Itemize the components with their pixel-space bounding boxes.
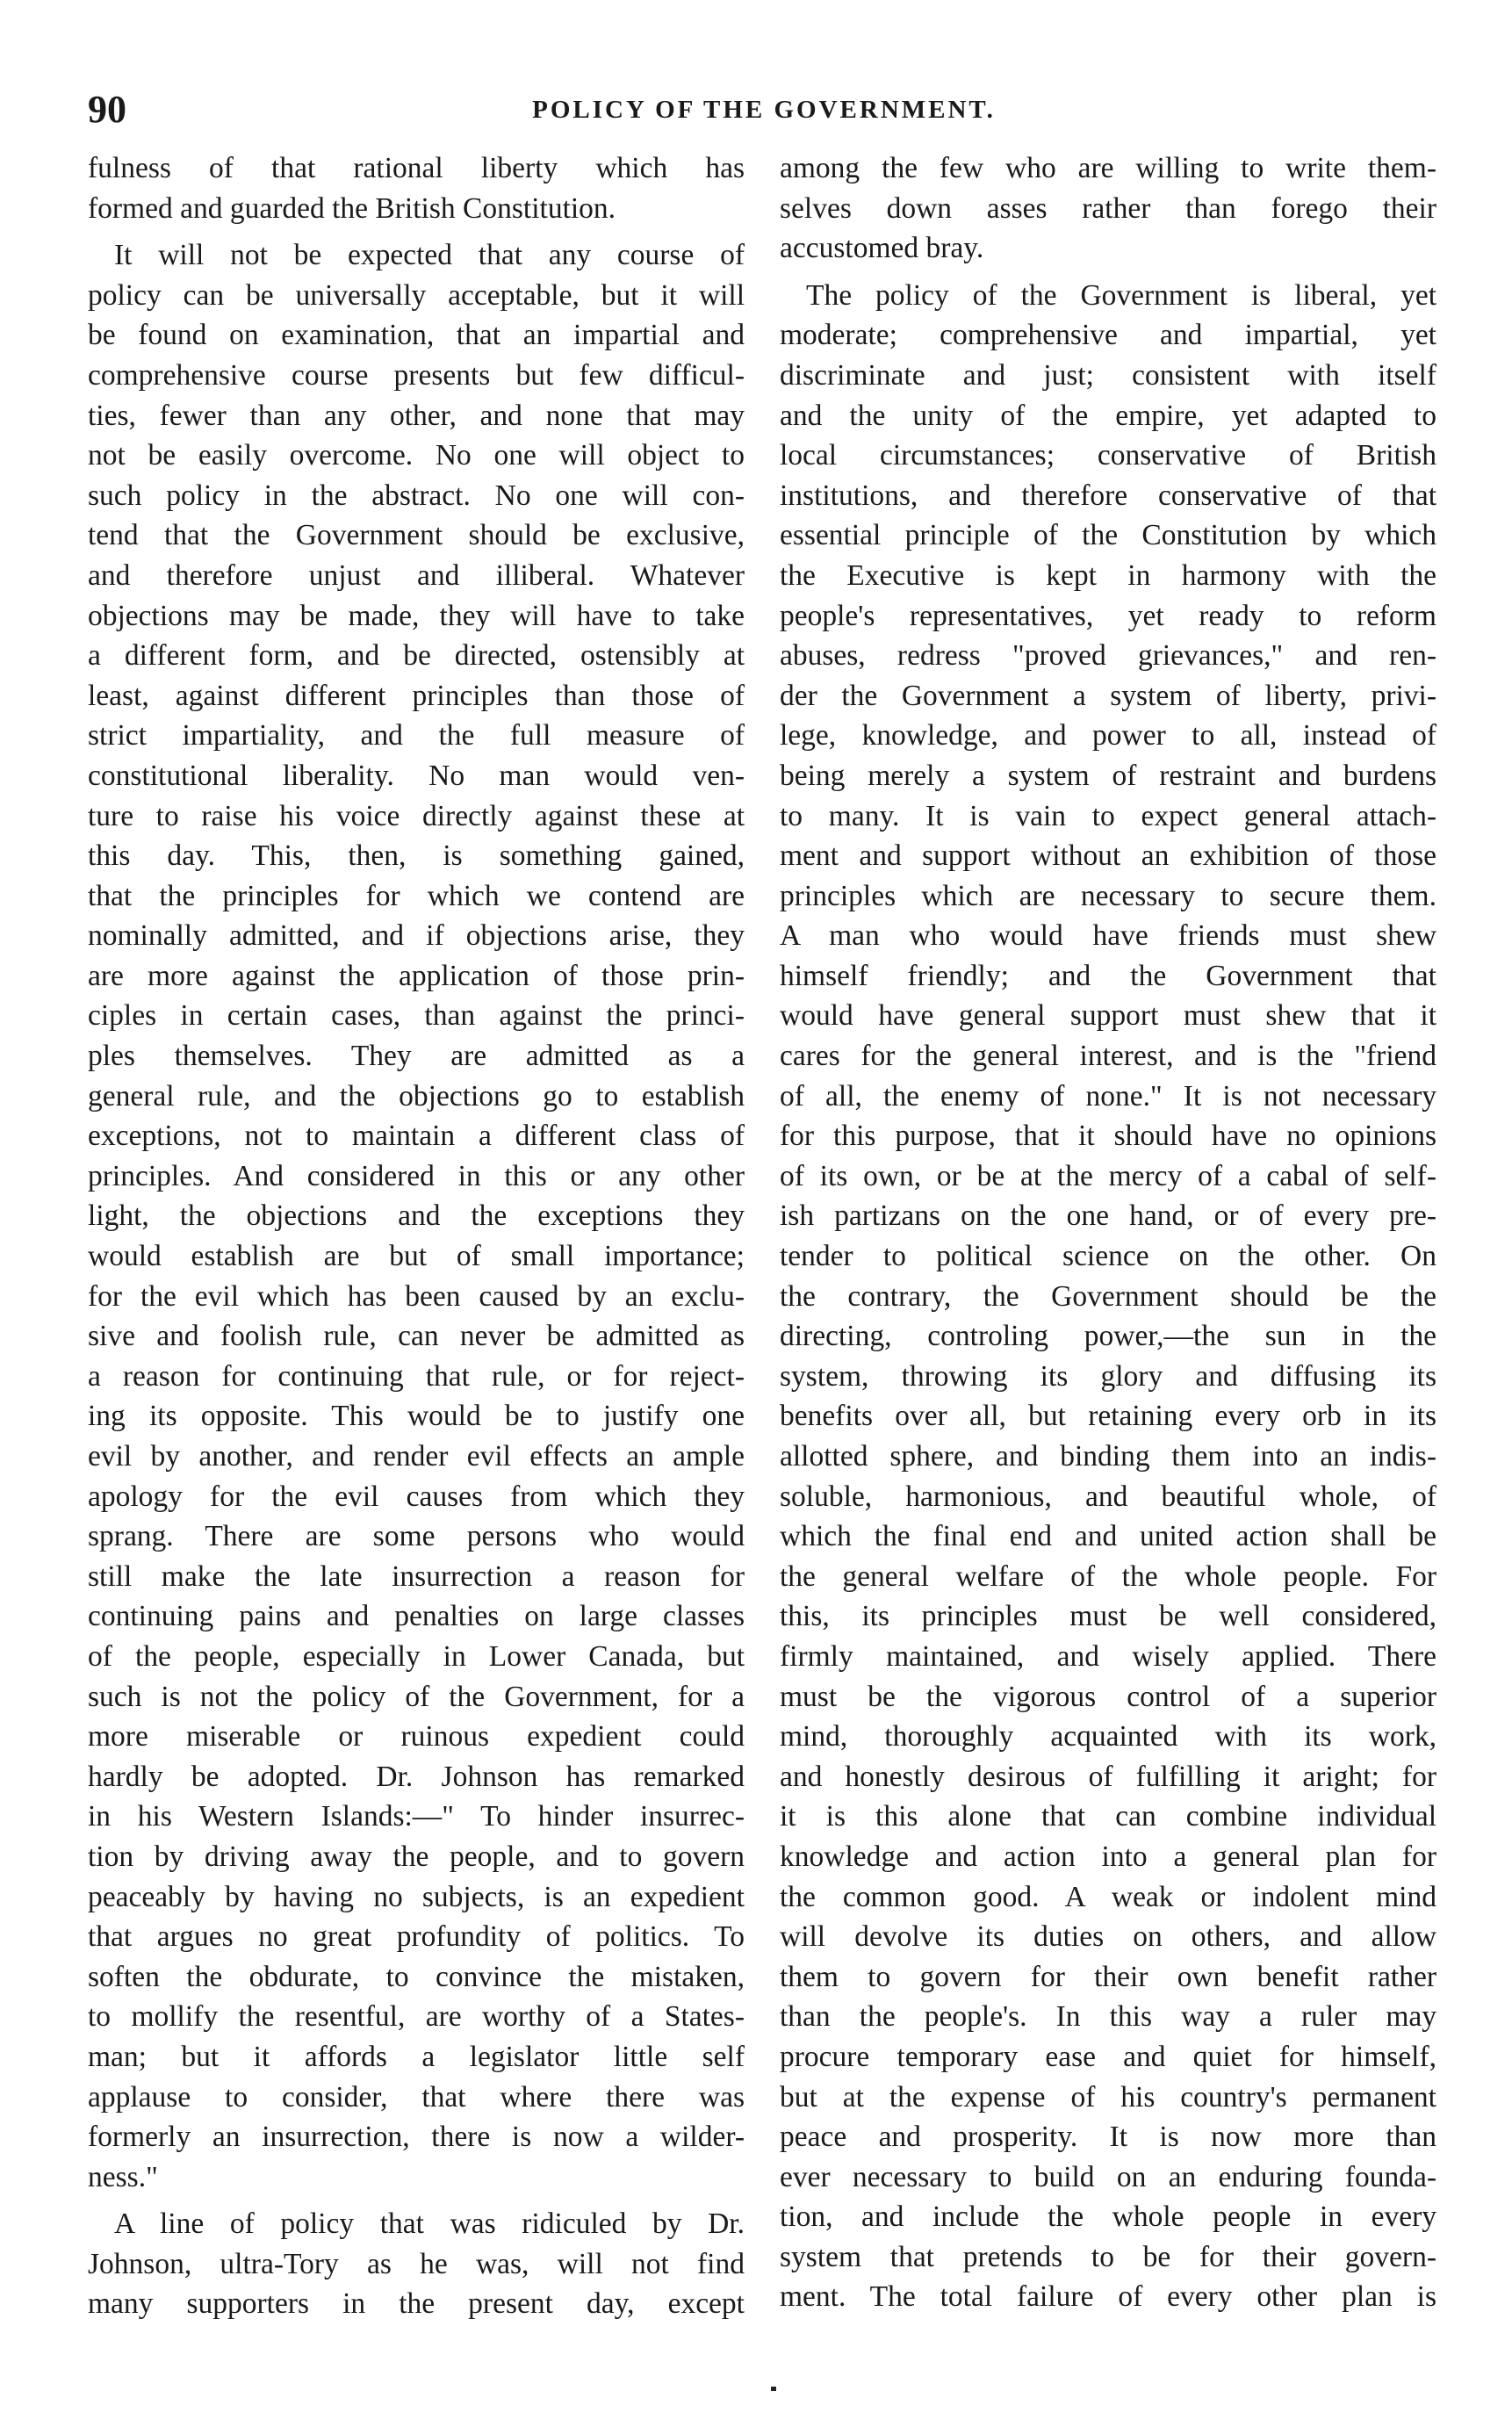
print-mark [771, 2387, 776, 2391]
text-line: but at the expense of his country's permanent [780, 2080, 1436, 2114]
text-line: hardly be adopted. Dr. Johnson has remarked [88, 1760, 745, 1793]
text-line: formed and guarded the British Constitution. [88, 191, 616, 225]
text-line: and honestly desirous of fulfilling it aright; for [780, 1760, 1436, 1793]
text-line: directing, controling power,—the sun in the [780, 1320, 1436, 1353]
text-line: benefits over all, but retaining every orb in its [780, 1400, 1436, 1433]
text-line: continuing pains and penalties on large classes [88, 1600, 745, 1633]
text-line: allotted sphere, and binding them into an indis- [780, 1440, 1436, 1473]
text-columns [88, 148, 1440, 2379]
text-line: system, throwing its glory and diffusing its [780, 1359, 1436, 1393]
text-line: exceptions, not to maintain a different class of [88, 1120, 745, 1153]
text-line: this, its principles must be well considered, [780, 1600, 1436, 1633]
text-line: people's representatives, yet ready to reform [780, 599, 1436, 632]
text-line: Johnson, ultra-Tory as he was, will not find [88, 2247, 745, 2280]
text-line: that the principles for which we contend are [88, 879, 745, 912]
text-line: than the people's. In this way a ruler may [780, 2000, 1436, 2034]
text-line: more miserable or ruinous expedient could [88, 1720, 745, 1754]
text-line: lege, knowledge, and power to all, instead of [780, 719, 1436, 753]
text-line: ture to raise his voice directly against these at [88, 799, 745, 832]
text-line: constitutional liberality. No man would ven- [88, 759, 745, 792]
text-line: and therefore unjust and illiberal. Whatever [88, 558, 745, 592]
text-line: of the people, especially in Lower Canada, but [88, 1639, 745, 1673]
text-line: firmly maintained, and wisely applied. There [780, 1639, 1436, 1673]
text-line: be found on examination, that an impartial and [88, 319, 745, 352]
text-line: ment. The total failure of every other plan is [780, 2280, 1436, 2314]
text-line: general rule, and the objections go to establish [88, 1079, 745, 1113]
text-line: such is not the policy of the Government, for a [88, 1680, 745, 1713]
text-line: fulness of that rational liberty which has [88, 152, 745, 184]
text-line: and the unity of the empire, yet adapted to [780, 399, 1436, 432]
text-line: policy can be universally acceptable, but it will [88, 278, 745, 312]
text-line: himself friendly; and the Government that [780, 959, 1436, 992]
text-line: discriminate and just; consistent with itself [780, 358, 1436, 392]
text-line: selves down asses rather than forego their [780, 191, 1436, 225]
text-line: tender to political science on the other. On [780, 1240, 1436, 1273]
text-line: to mollify the resentful, are worthy of a States- [88, 2000, 745, 2034]
text-line: this day. This, then, is something gained, [88, 839, 745, 873]
running-title: POLICY OF THE GOVERNMENT. [532, 96, 996, 124]
text-line: objections may be made, they will have to take [88, 599, 745, 632]
text-line: the contrary, the Government should be the [780, 1279, 1436, 1313]
right-column [780, 148, 1436, 2379]
text-line: tion, and include the whole people in every [780, 2200, 1436, 2234]
text-line: to many. It is vain to expect general attach- [780, 799, 1436, 832]
text-line: ties, fewer than any other, and none that may [88, 399, 745, 432]
text-line: ciples in certain cases, than against the princi- [88, 999, 745, 1033]
text-line: a reason for continuing that rule, or for reject- [88, 1359, 745, 1393]
text-line: for this purpose, that it should have no opinions [780, 1120, 1436, 1153]
text-line: still make the late insurrection a reason for [88, 1559, 745, 1593]
text-line: comprehensive course presents but few difficul- [88, 358, 745, 392]
text-line: light, the objections and the exceptions they [88, 1199, 745, 1233]
text-line: knowledge and action into a general plan for [780, 1840, 1436, 1873]
text-line: which the final end and united action shall be [780, 1520, 1436, 1553]
text-line: strict impartiality, and the full measure of [88, 719, 745, 753]
text-line: would establish are but of small importance; [88, 1240, 745, 1273]
text-line: the common good. A weak or indolent mind [780, 1880, 1436, 1913]
text-line: abuses, redress "proved grievances," and ren- [780, 639, 1436, 673]
text-line: soluble, harmonious, and beautiful whole, of [780, 1480, 1436, 1513]
text-line: sive and foolish rule, can never be admitted as [88, 1320, 745, 1353]
text-line: A line of policy that was ridiculed by Dr. [114, 2207, 745, 2241]
text-line: peaceably by having no subjects, is an expedient [88, 1880, 745, 1913]
text-line: ment and support without an exhibition of those [780, 839, 1436, 873]
text-line: of its own, or be at the mercy of a cabal of self- [780, 1159, 1436, 1192]
paragraph-gap [88, 228, 745, 235]
text-line: moderate; comprehensive and impartial, yet [780, 319, 1436, 352]
text-line: in his Western Islands:—" To hinder insurrec- [88, 1800, 745, 1833]
text-line: principles which are necessary to secure them. [780, 879, 1436, 912]
text-line: least, against different principles than those of [88, 679, 745, 712]
text-line: formerly an insurrection, there is now a wilder- [88, 2121, 745, 2154]
text-line: accustomed bray. [780, 232, 984, 265]
text-line: principles. And considered in this or any other [88, 1159, 745, 1192]
text-line: der the Government a system of liberty, privi- [780, 679, 1436, 712]
text-line: of all, the enemy of none." It is not necessary [780, 1079, 1436, 1113]
page-number: 90 [88, 88, 126, 131]
text-line: that argues no great profundity of politics. To [88, 1920, 745, 1954]
paragraph-gap [780, 269, 1436, 276]
text-line: A man who would have friends must shew [780, 919, 1436, 953]
text-line: nominally admitted, and if objections arise, they [88, 919, 745, 953]
text-line: such policy in the abstract. No one will con- [88, 479, 745, 512]
text-line: cares for the general interest, and is the "friend [780, 1040, 1436, 1073]
text-line: being merely a system of restraint and burdens [780, 759, 1436, 792]
text-line: ever necessary to build on an enduring founda- [780, 2160, 1436, 2193]
text-line: The policy of the Government is liberal, yet [806, 278, 1436, 312]
text-line: ish partizans on the one hand, or of every pre- [780, 1199, 1436, 1233]
text-line: tion by driving away the people, and to govern [88, 1840, 745, 1873]
text-line: peace and prosperity. It is now more than [780, 2121, 1436, 2154]
text-line: sprang. There are some persons who would [88, 1520, 745, 1553]
text-line: would have general support must shew that it [780, 999, 1436, 1033]
paragraph-gap [88, 2197, 745, 2204]
text-line: many supporters in the present day, except [88, 2287, 745, 2321]
text-line: not be easily overcome. No one will object to [88, 439, 745, 472]
text-line: essential principle of the Constitution by which [780, 519, 1436, 552]
text-line: are more against the application of those prin- [88, 959, 745, 992]
text-line: mind, thoroughly acquainted with its work, [780, 1720, 1436, 1754]
text-line: It will not be expected that any course of [114, 239, 745, 272]
text-line: for the evil which has been caused by an exclu- [88, 1279, 745, 1313]
text-line: institutions, and therefore conservative of that [780, 479, 1436, 512]
left-column [88, 148, 745, 2379]
text-line: evil by another, and render evil effects an ample [88, 1440, 745, 1473]
text-line: tend that the Government should be exclusive, [88, 519, 745, 552]
text-line: it is this alone that can combine individual [780, 1800, 1436, 1833]
text-line: soften the obdurate, to convince the mistaken, [88, 1960, 745, 1993]
page-header [88, 83, 1440, 136]
text-line: local circumstances; conservative of British [780, 439, 1436, 472]
text-line: system that pretends to be for their govern- [780, 2240, 1436, 2273]
text-line: ness." [88, 2160, 158, 2193]
text-line: procure temporary ease and quiet for himself, [780, 2040, 1436, 2073]
text-line: applause to consider, that where there was [88, 2080, 745, 2114]
text-line: man; but it affords a legislator little self [88, 2040, 745, 2073]
text-line: among the few who are willing to write them- [780, 152, 1436, 184]
text-line: ples themselves. They are admitted as a [88, 1040, 745, 1073]
book-page [88, 83, 1440, 2393]
text-line: a different form, and be directed, ostensibly at [88, 639, 745, 673]
text-line: the general welfare of the whole people. For [780, 1559, 1436, 1593]
text-line: will devolve its duties on others, and allow [780, 1920, 1436, 1954]
text-line: the Executive is kept in harmony with the [780, 558, 1436, 592]
text-line: must be the vigorous control of a superior [780, 1680, 1436, 1713]
text-line: ing its opposite. This would be to justify one [88, 1400, 745, 1433]
text-line: them to govern for their own benefit rather [780, 1960, 1436, 1993]
text-line: apology for the evil causes from which they [88, 1480, 745, 1513]
